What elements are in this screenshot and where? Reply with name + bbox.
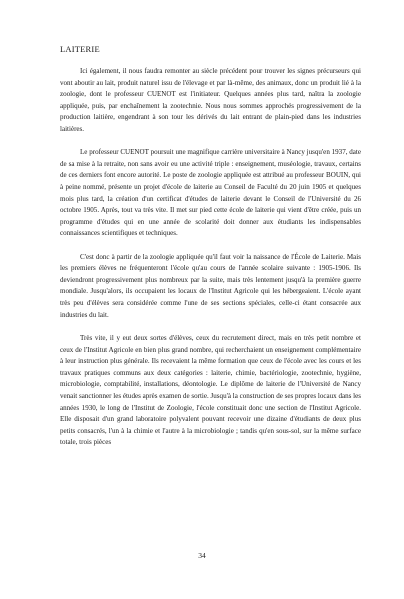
page-number: 34 (198, 551, 206, 560)
paragraph-4: Très vite, il y eut deux sortes d'élèves, ceux du recrutement direct, mais en très petit nombre et ceux de l'Institut Agricole en bien plus grand nombre, qui recherchaient un enseignement complémentaire à leur instruction plus générale. Ils recevaient la même formation que ceux de l'école avec les cours et les travaux pratiques communs aux deux catégories : laiterie, chimie, bactériologie, zootechnie, hygiène, microbiologie, comptabilité, installations, déontologie. Le diplôme de laiterie de l'Université de Nancy venait sanctionner les études après examen de sortie. Jusqu'à la construction de ses propres locaux dans les années 1930, le long de l'Institut de Zoologie, l'école constituait donc une section de l'Institut Agricole. Elle disposait d'un grand laboratoire polyvalent pouvant recevoir une dizaine d'étudiants de deux plus petits consacrés, l'un à la chimie et l'autre à la microbiologie ; tandis qu'en sous-sol, sur la même surface totale, trois pièces (60, 333, 361, 447)
section-heading: LAITERIE (60, 44, 100, 54)
paragraph-2: Le professeur CUENOT poursuit une magnifique carrière universitaire à Nancy jusqu'en 1937, date de sa mise à la retraite, non sans avoir eu une activité triple : enseignement, muséologie, travaux, certains de ces derniers font encore autorité. Le poste de zoologie appliquée est attribué au professeur BOUIN, qui à peine nommé, présente un projet d'école de laiterie au Conseil de Faculté du 20 juin 1905 et quelques mois plus tard, la création d'un certificat d'études de laiterie devant le Conseil de l'Université du 26 octobre 1905. Après, tout va très vite. Il met sur pied cette école de laiterie qui vient d'être créée, puis un programme d'études qui en une année de scolarité doit donner aux étudiants les indispensables connaissances scientifiques et techniques. (60, 148, 361, 238)
paragraph-1: Ici également, il nous faudra remonter au siècle précédent pour trouver les signes précurseurs qui vont aboutir au lait, produit naturel issu de l'élevage et par là-même, des animaux, donc un produit lié à la zoologie, dont le professeur CUENOT est l'initiateur. Quelques années plus tard, naîtra la zoologie appliquée, puis, par enchaînement la zootechnie. Nous nous sommes approchés progressivement de la production laitière, engendrant à son tour les dérivés du lait entrant de plain-pied dans les industries laitières. (60, 67, 361, 133)
paragraph-3: C'est donc à partir de la zoologie appliquée qu'il faut voir la naissance de l'École de Laiterie. Mais les premiers élèves ne fréquenteront l'école qu'au cours de l'année scolaire suivante : 1905-1906. Ils deviendront progressivement plus nombreux par la suite, mais très lentement jusqu'à la première guerre mondiale. Jusqu'alors, ils occupaient les locaux de l'Institut Agricole qui les hébergeaient. L'école ayant très peu d'élèves sera considérée comme l'une de ses sections spéciales, celle-ci étant consacrée aux industries du lait. (60, 252, 361, 319)
body-text (60, 66, 361, 461)
